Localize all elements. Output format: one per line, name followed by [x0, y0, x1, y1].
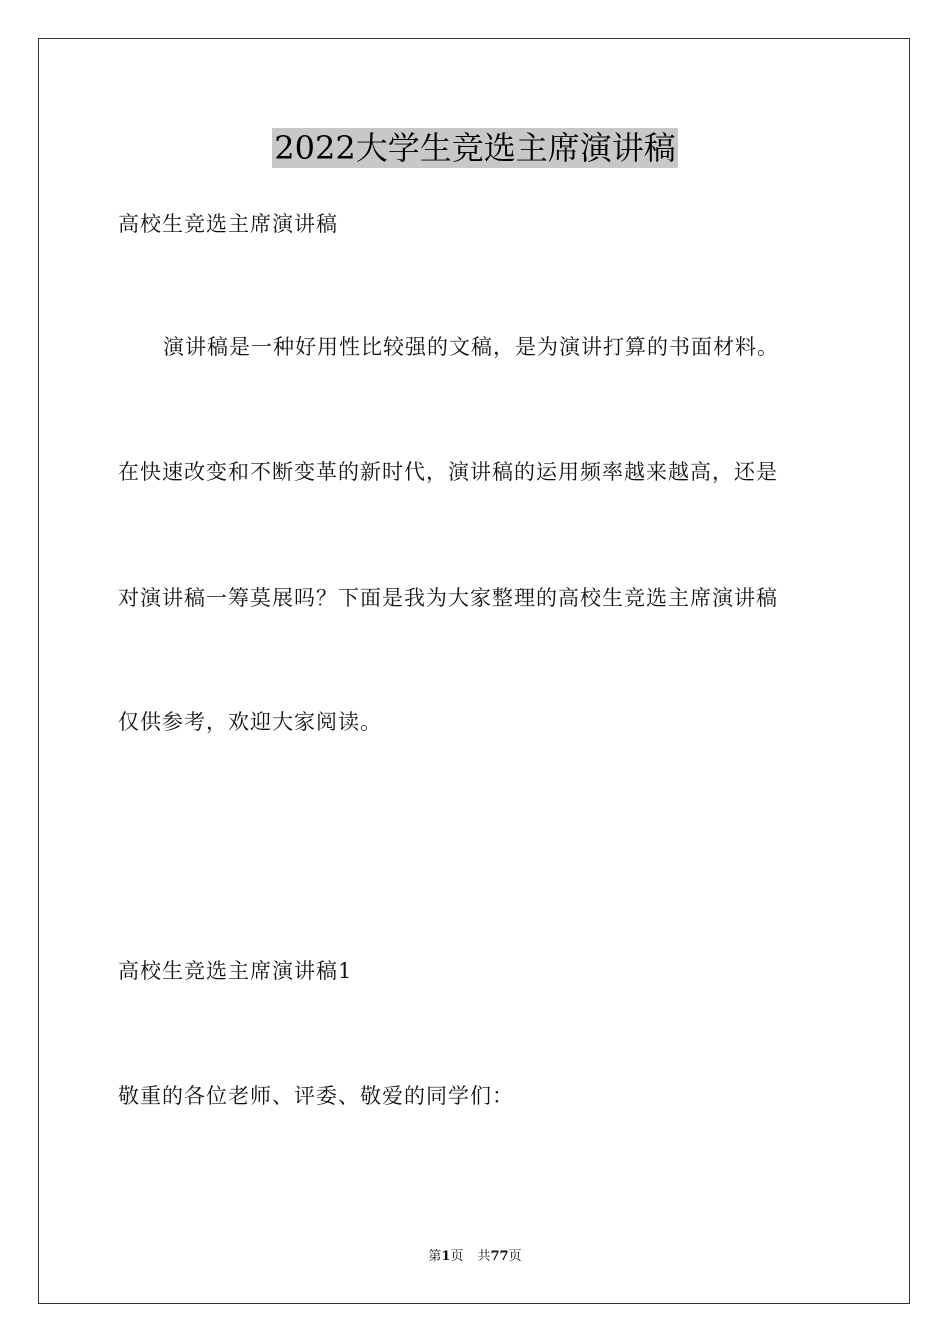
page-footer [0, 1248, 950, 1266]
title-container [0, 128, 950, 168]
section-heading: 高校生竞选主席演讲稿1 [118, 959, 353, 983]
page-prefix: 第 [428, 1249, 442, 1264]
total-suffix: 页 [508, 1249, 522, 1264]
paragraph-line: 演讲稿是一种好用性比较强的文稿，是为演讲打算的书面材料。 [163, 335, 779, 359]
paragraph-line: 在快速改变和不断变革的新时代，演讲稿的运用频率越来越高，还是 [118, 460, 778, 484]
total-prefix: 共 [477, 1249, 491, 1264]
document-title: 2022大学生竞选主席演讲稿 [274, 129, 676, 167]
paragraph-line: 仅供参考，欢迎大家阅读。 [118, 710, 382, 734]
subtitle-line: 高校生竞选主席演讲稿 [118, 212, 338, 236]
salutation-line: 敬重的各位老师、评委、敬爱的同学们： [118, 1084, 514, 1108]
total-pages: 77 [490, 1249, 509, 1264]
page-number: 1 [441, 1249, 451, 1264]
paragraph-line: 对演讲稿一筹莫展吗？下面是我为大家整理的高校生竞选主席演讲稿 [118, 586, 778, 610]
page-suffix: 页 [450, 1249, 464, 1264]
